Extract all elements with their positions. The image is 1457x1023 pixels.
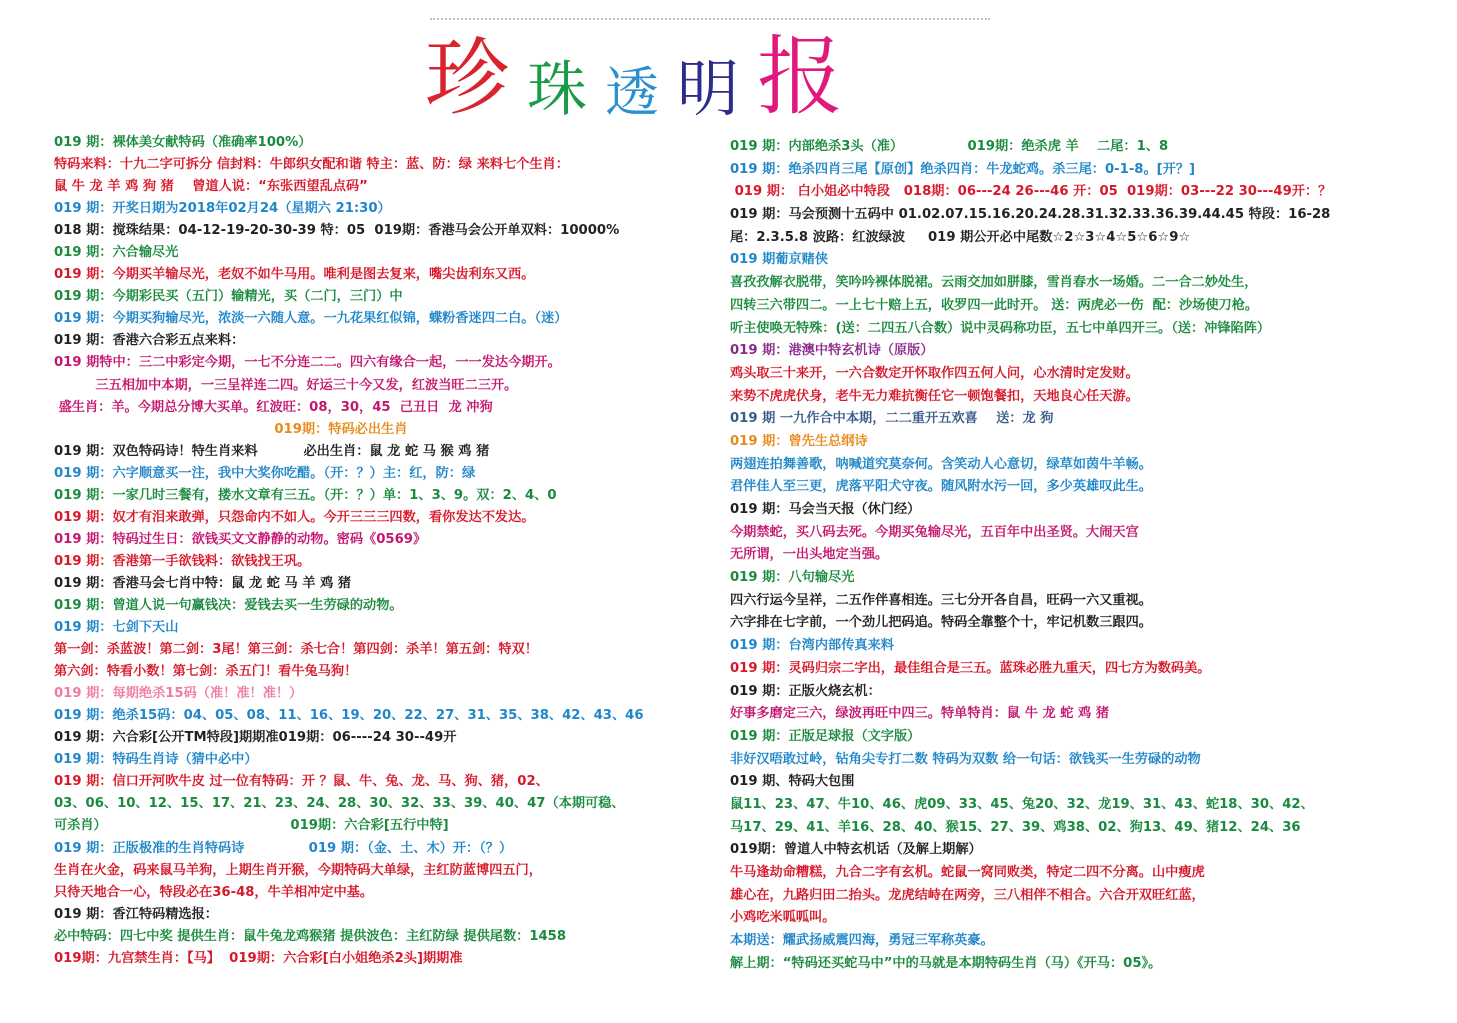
right-text-line: 鸡头取三十来开，一六合数定开怀取作四五何人问，心水清时定发财。	[730, 365, 1139, 381]
left-text-line: 019 期：六字顺意买一注，我中大奖你吃醋。（开：？）主：红，防：绿	[54, 465, 476, 481]
right-text-line: 六字排在七字前，一个劲儿把码追。特码全靠整个十，牢记机数三跟四。	[730, 615, 1152, 631]
title-char-0: 珍	[425, 29, 510, 127]
left-text-line: 019期：特码必出生肖	[54, 421, 408, 437]
right-text-line: 019 期 一九作合中本期，二二重开五欢喜 送：龙 狗	[730, 411, 1054, 427]
title-char-3: 明	[677, 52, 740, 125]
right-text-line: 019 期、特码大包围	[730, 774, 855, 790]
right-text-line: 今期禁蛇，买八码去死。今期买兔输尽光，五百年中出圣贤。大闹天宫	[730, 524, 1139, 540]
right-text-line: 四六行运今呈祥，二五作伴喜相连。三七分开各自昌，旺码一六又重视。	[730, 592, 1152, 608]
left-text-line: 019 期：六合输尽光	[54, 245, 179, 261]
right-text-line: 本期送：耀武扬威震四海，勇冠三军称英豪。	[730, 933, 994, 949]
left-text-line: 019 期：今期买羊输尽光，老奴不如牛马用。唯利是图去复来，嘴尖齿利东又西。	[54, 267, 535, 283]
left-text-line: 019 期：开奖日期为2018年02月24（星期六 21:30）	[54, 201, 391, 217]
left-text-line: 019 期：绝杀15码：04、05、08、11、16、19、20、22、27、31、35、38、42、43、46	[54, 708, 644, 724]
right-text-line: 019 期：八句输尽光	[730, 570, 855, 586]
right-text-line: 小鸡吃米呱呱叫。	[730, 910, 836, 926]
title-char-4: 报	[757, 27, 844, 127]
right-text-line: 来势不虎虎伏身，老牛无力难抗衡任它一顿饱餐扣，天地良心任天游。	[730, 388, 1139, 404]
right-text-line: 两翅连拍舞善歌，呐喊道究莫奈何。含笑动人心意切，绿草如茵牛羊畅。	[730, 456, 1152, 472]
right-text-line: 鼠11、23、47、牛10、46、虎09、33、45、兔20、32、龙19、31、43、蛇18、30、42、	[730, 796, 1314, 812]
right-text-line: 解上期：“特码还买蛇马中”中的马就是本期特码生肖（马）《开马：05》。	[730, 955, 1162, 971]
right-text-line: 019 期：曾先生总纲诗	[730, 433, 868, 449]
left-text-line: 019 期：奴才有泪来敢弹，只怨命内不如人。今开三三三四数，看你发达不发达。	[54, 509, 535, 525]
right-text-line: 019 期：马会预测十五码中 01.02.07.15.16.20.24.28.31.32.33.36.39.44.45 特段：16-28	[730, 207, 1331, 223]
left-text-line: 018 期：搅珠结果：04-12-19-20-30-39 特：05 019期：香港马会公开单双料：10000%	[54, 223, 620, 239]
left-text-line: 019 期：香港六合彩五点来料：	[54, 333, 245, 349]
left-text-line: 特码来料：十九二字可拆分 信封料：牛郎织女配和谐 特主：蓝、防：绿 来料七个生肖：	[54, 157, 569, 173]
left-text-line: 03、06、10、12、15、17、21、23、24、28、30、32、33、39、40、47（本期可稳、	[54, 796, 625, 812]
left-text-line: 可杀肖） 019期：六合彩[五行中特]	[54, 818, 449, 834]
right-text-line: 四转三六带四二。一上七十赔上五，收罗四一此时开。 送：两虎必一伤 配：沙场使刀枪。	[730, 297, 1259, 313]
left-text-line: 019 期：正版极准的生肖特码诗 019 期：（金、土、木）开：（？）	[54, 840, 513, 856]
left-text-line: 019 期：裸体美女献特码（准确率100%）	[54, 135, 312, 150]
right-text-line: 君伴佳人至三更，虎落平阳犬守夜。随风附水污一回，多少英雄叹此生。	[730, 479, 1152, 495]
left-text-line: 019 期：今期彩民买（五门）输精光，买（二门，三门）中	[54, 289, 403, 305]
left-text-line: 019 期：香江特码精选报：	[54, 906, 218, 922]
right-text-line: 019 期：港澳中特玄机诗（原版）	[730, 343, 934, 359]
right-text-line: 尾：2.3.5.8 波路：红波绿波 019 期公开必中尾数☆2☆3☆4☆5☆6☆9☆	[730, 229, 1191, 245]
left-column	[54, 132, 694, 970]
left-text-line: 019 期：双色特码诗！特生肖来料 必出生肖：鼠 龙 蛇 马 猴 鸡 猪	[54, 443, 490, 459]
left-text-line: 019期：九宫禁生肖：【马】 019期：六合彩[白小姐绝杀2头]期期准	[54, 950, 463, 966]
right-text-line: 019 期：内部绝杀3头（准） 019期：绝杀虎 羊 二尾：1、8	[730, 139, 1169, 154]
title-char-1: 珠	[527, 55, 588, 125]
left-text-line: 必中特码：四七中奖 提供生肖：鼠牛兔龙鸡猴猪 提供波色：主红防绿 提供尾数：1458	[54, 928, 567, 944]
right-text-line: 019 期：正版火烧玄机：	[730, 683, 881, 699]
right-text-line: 019 期：马会当天报（休门经）	[730, 502, 921, 517]
right-text-line: 好事多磨定三六，绿波再旺中四三。特单特肖：鼠 牛 龙 蛇 鸡 猪	[730, 706, 1110, 722]
right-text-line: 019 期：正版足球报（文字版）	[730, 728, 921, 744]
left-text-line: 第六剑：特看小数！第七剑：杀五门！看牛兔马狗！	[54, 664, 358, 680]
right-text-line: 听主使唤无特殊：(送：二四五八合数）说中灵码称功臣，五七中单四开三。（送：冲锋陷阵）	[730, 320, 1271, 336]
right-text-line: 无所谓，一出头地定当强。	[730, 547, 889, 563]
right-text-line: 019 期葡京赌侠	[730, 252, 829, 268]
right-text-line: 019 期：台湾内部传真来料	[730, 638, 894, 654]
right-text-line: 019 期： 白小姐必中特段 018期：06---24 26---46 开：05 019期：03---22 30---49开：？	[730, 184, 1332, 200]
title-char-2: 透	[605, 61, 660, 124]
left-text-line: 019 期：特码过生日：欲钱买文文静静的动物。密码《0569》	[54, 531, 427, 547]
left-text-line: 019 期：特码生肖诗（猜中必中）	[54, 752, 258, 768]
left-text-line: 三五相加中本期，一三呈祥连二四。好运三十今又发，红波当旺二三开。	[54, 377, 518, 393]
left-text-line: 019 期特中：三二中彩定今期，一七不分连二二。四六有缘合一起，一一发达今期开。	[54, 355, 561, 371]
right-column	[730, 136, 1430, 975]
left-text-line: 只待天地合一心，特段必在36-48，牛羊相冲定中基。	[54, 884, 374, 900]
right-text-line: 喜孜孜解衣脱带，笑吟吟裸体脱裙。云雨交加如胼膝，雪肖春水一场婚。二一合二妙处生，	[730, 275, 1258, 291]
left-text-line: 019 期：每期绝杀15码（准！准！准！）	[54, 686, 303, 702]
left-text-line: 019 期：一家几时三餐有，搂水文章有三五。（开：？）单：1、3、9。双：2、4、0	[54, 487, 557, 503]
right-text-line: 019 期：灵码归宗二字出，最佳组合是三五。蓝珠必胜九重天，四七方为数码美。	[730, 660, 1211, 676]
right-text-line: 019期：曾道人中特玄机话（及解上期解）	[730, 842, 982, 858]
right-text-line: 019 期：绝杀四肖三尾【原创】绝杀四肖：牛龙蛇鸡。杀三尾：0-1-8。[开？]	[730, 161, 1196, 177]
left-text-line: 生肖在火金，码来鼠马羊狗，上期生肖开猴，今期特码大单绿，主红防蓝博四五门，	[54, 862, 542, 878]
left-text-line: 019 期：信口开河吹牛皮 过一位有特码：开 ？鼠、牛、兔、龙、马、狗、猪，02、	[54, 774, 549, 790]
left-text-line: 019 期：今期买狗输尽光，浓淡一六随人意。一九花果红似锦，蝶粉香迷四二白。（迷）	[54, 311, 568, 327]
left-text-line: 第一剑：杀蓝波！第二剑：3尾！第三剑：杀七合！第四剑：杀羊！第五剑：特双！	[54, 642, 538, 658]
right-text-line: 牛马逢劫命糟糕，九合二字有玄机。蛇鼠一窝同败类，特定二四不分离。山中瘦虎	[730, 865, 1205, 880]
left-text-line: 019 期：香港第一手欲钱料：欲钱找王巩。	[54, 553, 311, 569]
right-text-line: 雄心在，九路归田二抬头。龙虎结峙在两旁，三八相伴不相合。六合开双旺红蓝，	[730, 887, 1205, 903]
left-text-line: 019 期：六合彩[公开TM特段]期期准019期：06----24 30--49开	[54, 730, 457, 746]
left-text-line: 鼠 牛 龙 羊 鸡 狗 猪 曾道人说：“东张西望乱点码”	[54, 179, 368, 195]
masthead-title	[425, 27, 844, 127]
left-text-line: 019 期：七剑下天山	[54, 620, 179, 636]
left-text-line: 019 期：曾道人说一句赢钱决：爱钱去买一生劳碌的动物。	[54, 597, 403, 613]
right-text-line: 非好汉唔敢过岭，钻角尖专打二数 特码为双数 给一句话：欲钱买一生劳碌的动物	[730, 751, 1201, 767]
left-text-line: 019 期：香港马会七肖中特：鼠 龙 蛇 马 羊 鸡 猪	[54, 575, 352, 591]
left-text-line: 盛生肖：羊。今期总分博大买单。红波旺：08，30，45 己丑日 龙 冲狗	[54, 399, 493, 415]
right-text-line: 马17、29、41、羊16、28、40、猴15、27、39、鸡38、02、狗13、49、猪12、24、36	[730, 819, 1301, 835]
header-decoration-strip	[430, 0, 990, 20]
